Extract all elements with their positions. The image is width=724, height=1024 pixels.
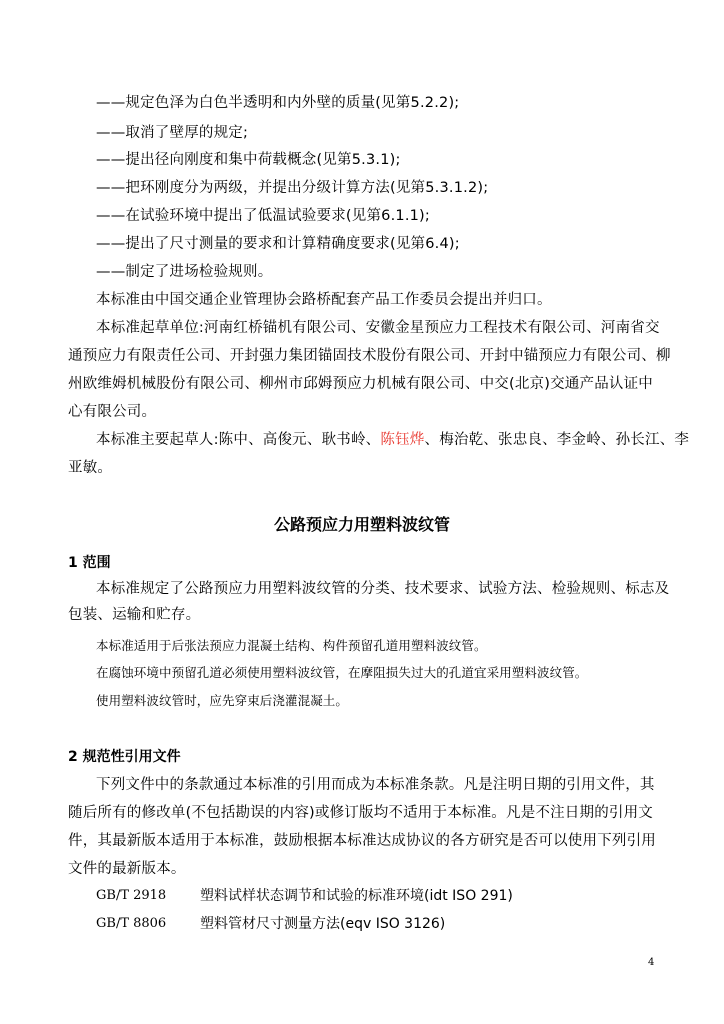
change-item: ——把环刚度分为两级，并提出分级计算方法(见第5.3.1.2); [96,180,489,196]
change-item: ——提出了尺寸测量的要求和计算精确度要求(见第6.4); [96,236,460,252]
scope-paragraph-line: 本标准规定了公路预应力用塑料波纹管的分类、技术要求、试验方法、检验规则、标志及 [96,581,670,597]
drafting-units-line: 心有限公司。 [68,404,157,420]
scope-note: 在腐蚀环境中预留孔道必须使用塑料波纹管，在摩阻损失过大的孔道宜采用塑料波纹管。 [96,665,588,680]
drafting-units-line: 州欧维姆机械股份有限公司、柳州市邱姆预应力机械有限公司、中交(北京)交通产品认证中 [68,376,654,392]
drafters-line-2: 亚敏。 [68,460,113,476]
drafting-units-line: 本标准起草单位:河南红桥锚机有限公司、安徽金星预应力工程技术有限公司、河南省交 [96,320,660,336]
drafter-highlighted-name: 陈钰烨 [380,432,425,448]
drafters-line [96,430,689,450]
scope-note: 使用塑料波纹管时，应先穿束后浇灌混凝土。 [96,693,349,708]
change-item: ——在试验环境中提出了低温试验要求(见第6.1.1); [96,208,430,224]
change-item: ——制定了进场检验规则。 [96,264,273,280]
section-heading-scope: 1 范围 [68,555,111,571]
reference-code: GB/T 8806 [96,916,167,931]
change-item: ——提出径向刚度和集中荷载概念(见第5.3.1); [96,152,401,168]
reference-code: GB/T 2918 [96,888,167,903]
reference-title: 塑料管材尺寸测量方法(eqv ISO 3126) [200,916,446,932]
references-paragraph-line: 下列文件中的条款通过本标准的引用而成为本标准条款。凡是注明日期的引用文件，其 [96,777,655,793]
change-item: ——规定色泽为白色半透明和内外壁的质量(见第5.2.2); [96,95,460,111]
change-item: ——取消了壁厚的规定; [96,125,249,141]
drafters-prefix: 本标准主要起草人:陈中、高俊元、耿书岭、 [96,432,381,448]
page-number: 4 [648,957,655,968]
drafting-units-line: 通预应力有限责任公司、开封强力集团锚固技术股份有限公司、开封中锚预应力有限公司、柳 [68,348,671,364]
document-title: 公路预应力用塑料波纹管 [273,515,450,534]
proposer-statement: 本标准由中国交通企业管理协会路桥配套产品工作委员会提出并归口。 [96,292,552,308]
references-paragraph-line: 件，其最新版本适用于本标准，鼓励根据本标准达成协议的各方研究是否可以使用下列引用 [68,833,656,849]
scope-note: 本标准适用于后张法预应力混凝土结构、构件预留孔道用塑料波纹管。 [96,638,487,653]
scope-paragraph-line: 包装、运输和贮存。 [68,607,201,623]
reference-title: 塑料试样状态调节和试验的标准环境(idt ISO 291) [200,888,513,904]
references-paragraph-line: 文件的最新版本。 [68,861,186,877]
section-heading-normative-references: 2 规范性引用文件 [68,749,181,765]
references-paragraph-line: 随后所有的修改单(不包括勘误的内容)或修订版均不适用于本标准。凡是不注日期的引用文 [68,805,654,821]
drafters-suffix: 、梅治乾、张忠良、李金岭、孙长江、李 [424,432,690,448]
